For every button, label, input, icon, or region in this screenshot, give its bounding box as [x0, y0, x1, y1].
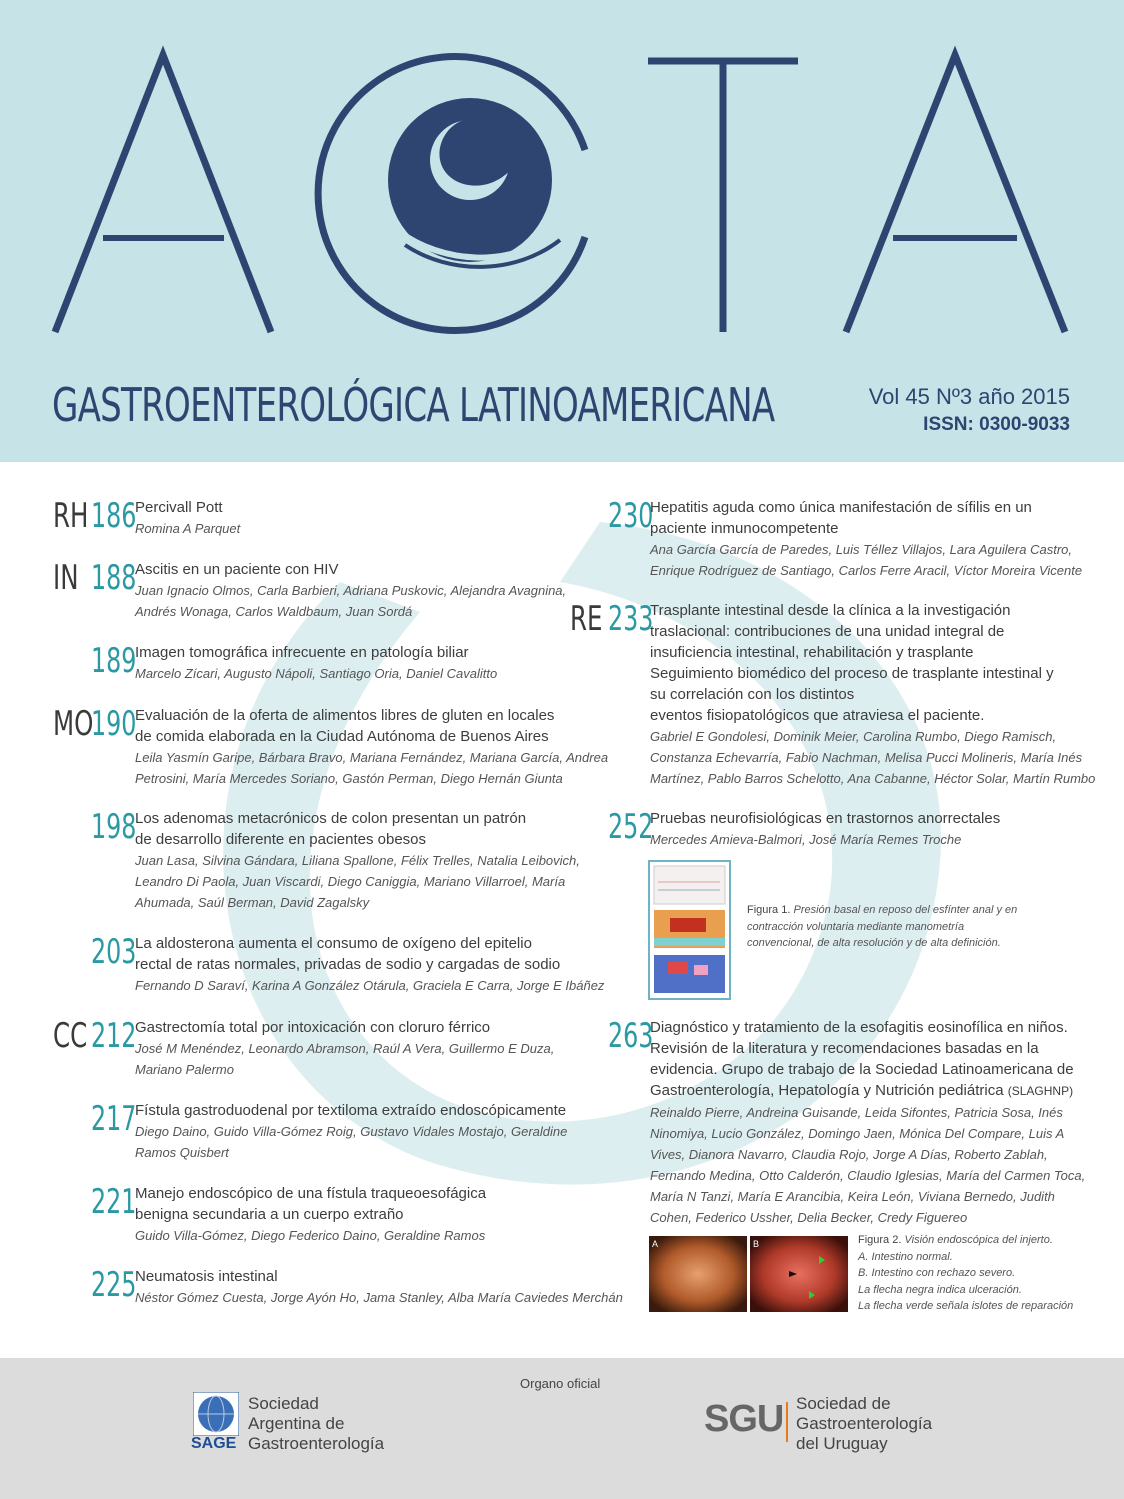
article-entry[interactable] [135, 933, 604, 996]
article-authors-line: Leandro Di Paola, Juan Viscardi, Diego Caniggia, Mariano Villarroel, María [135, 874, 566, 889]
section-code: MO [53, 704, 94, 744]
page-number[interactable]: 186 [91, 496, 137, 536]
article-entry[interactable] [650, 600, 1095, 789]
figure-2-panel-a: A [652, 1239, 659, 1249]
article-entry[interactable] [135, 705, 608, 789]
article-authors-line: Fernando Medina, Otto Calderón, Claudio Iglesias, María del Carmen Toca, [650, 1168, 1086, 1183]
figure-2-label: Figura 2. [858, 1234, 902, 1246]
article-title-line: Diagnóstico y tratamiento de la esofagitis eosinofílica en niños. [650, 1019, 1068, 1036]
article-entry[interactable] [135, 559, 566, 622]
article-authors-line: Vives, Dianora Navarro, Claudia Rojo, Jorge A Días, Roberto Zablah, [650, 1147, 1048, 1162]
sgu-name [796, 1394, 932, 1454]
article-title-line: benigna secundaria a un cuerpo extraño [135, 1206, 404, 1223]
article-title-line: Imagen tomográfica infrecuente en patología biliar [135, 644, 469, 661]
article-authors-line: Romina A Parquet [135, 521, 241, 536]
article-title-line: Fístula gastroduodenal por textiloma extraído endoscópicamente [135, 1102, 567, 1119]
article-authors-line: Fernando D Saraví, Karina A González Otárula, Graciela E Carra, Jorge E Ibáñez [135, 978, 605, 993]
sage-name-line: Sociedad [248, 1394, 319, 1413]
article-title-line: Percivall Pott [135, 499, 223, 516]
article-title-line: Gastroenterología, Hepatología y Nutrición pediátrica [650, 1082, 1004, 1099]
article-authors-line: Reinaldo Pierre, Andreina Guisande, Leida Sifontes, Patricia Sosa, Inés [650, 1105, 1063, 1120]
page-number[interactable]: 230 [608, 496, 654, 536]
sage-name [248, 1394, 384, 1454]
article-title-line: evidencia. Grupo de trabajo de la Sociedad Latinoamericana de [650, 1061, 1074, 1078]
article-authors-line: Mercedes Amieva-Balmori, José María Remes Troche [650, 832, 962, 847]
article-authors-line: Mariano Palermo [135, 1062, 234, 1077]
article-authors-line: María N Tanzi, María E Arancibia, Keira León, Viviana Bernedo, Judith [650, 1189, 1055, 1204]
article-title-line: Pruebas neurofisiológicas en trastornos anorrectales [650, 810, 1001, 827]
page-number[interactable]: 252 [608, 807, 654, 847]
sgu-name-line: Gastroenterología [796, 1414, 933, 1433]
article-authors-line: Andrés Wonaga, Carlos Waldbaum, Juan Sordá [135, 604, 413, 619]
article-authors-line: Ana García García de Paredes, Luis Téllez Villajos, Lara Aguilera Castro, [650, 542, 1072, 557]
page-number[interactable]: 217 [91, 1099, 137, 1139]
article-title-line: Trasplante intestinal desde la clínica a la investigación [650, 602, 1011, 619]
article-title-line: Hepatitis aguda como única manifestación de sífilis en un [650, 499, 1032, 516]
section-code: CC [53, 1016, 88, 1056]
article-title-line: Revisión de la literatura y recomendaciones basadas en la [650, 1040, 1039, 1057]
article-title-line: traslacional: contribuciones de una unidad integral de [650, 623, 1005, 640]
article-authors-line: Martínez, Pablo Barros Schelotto, Ana Cabanne, Héctor Solar, Martín Rumbo [650, 771, 1096, 786]
article-title-line: Los adenomas metacrónicos de colon presentan un patrón [135, 810, 527, 827]
section-code: RE [570, 599, 603, 639]
figure-2-image [649, 1236, 848, 1312]
article-title-line: insuficiencia intestinal, rehabilitación y trasplante [650, 644, 974, 661]
sgu-separator [786, 1402, 788, 1442]
article-title-line: Manejo endoscópico de una fístula traqueoesofágica [135, 1185, 487, 1202]
article-entry[interactable] [135, 497, 240, 539]
article-authors-line: Juan Ignacio Olmos, Carla Barbieri, Adriana Puskovic, Alejandra Avagnina, [135, 583, 567, 598]
article-title-line: de desarrollo diferente en pacientes obesos [135, 831, 427, 848]
article-title-line: La aldosterona aumenta el consumo de oxígeno del epitelio [135, 935, 532, 952]
article-authors-line: Néstor Gómez Cuesta, Jorge Ayón Ho, Jama Stanley, Alba María Caviedes Merchán [135, 1290, 623, 1305]
figure-1-caption [747, 902, 1017, 952]
article-entry[interactable] [650, 497, 1082, 581]
section-code: IN [53, 558, 79, 598]
article-authors-line: Guido Villa-Gómez, Diego Federico Daino, Geraldine Ramos [135, 1228, 486, 1243]
article-entry[interactable] [135, 808, 580, 913]
figure-1-caption-line: Presión basal en reposo del esfínter anal y en [793, 904, 1018, 916]
article-title-line: Gastrectomía total por intoxicación con cloruro férrico [135, 1019, 491, 1036]
article-title-line: rectal de ratas normales, privadas de sodio y cargadas de sodio [135, 956, 561, 973]
article-authors-line: José M Menéndez, Leonardo Abramson, Raúl A Vera, Guillermo E Duza, [135, 1041, 555, 1056]
article-title-line: Evaluación de la oferta de alimentos libres de gluten en locales [135, 707, 555, 724]
figure-2-caption-first: Visión endoscópica del injerto. [904, 1234, 1053, 1246]
article-authors-line: Juan Lasa, Silvina Gándara, Liliana Spallone, Félix Trelles, Natalia Leibovich, [135, 853, 580, 868]
article-title-line: su correlación con los distintos [650, 686, 855, 703]
article-authors-line: Marcelo Zícari, Augusto Nápoli, Santiago Oria, Daniel Cavalitto [135, 666, 498, 681]
figure-1-image [648, 860, 731, 1000]
sage-globe-icon [193, 1392, 239, 1436]
volume-info: Vol 45 Nº3 año 2015 [868, 384, 1070, 409]
figure-2-caption-line: A. Intestino normal. [858, 1250, 953, 1263]
figure-1-caption-line: convencional, de alta resolución y de alta definición. [747, 937, 1001, 949]
article-authors-line: Petrosini, María Mercedes Soriano, Gastón Perman, Diego Hernán Giunta [135, 771, 563, 786]
page-number[interactable]: 221 [91, 1182, 137, 1222]
article-entry[interactable] [135, 1017, 554, 1080]
organo-oficial: Organo oficial [520, 1376, 601, 1391]
page-number[interactable]: 188 [91, 558, 137, 598]
article-entry[interactable] [135, 1266, 623, 1308]
sage-abbr: SAGE [191, 1435, 237, 1452]
figure-2-caption-line: La flecha negra indica ulceración. [858, 1283, 1022, 1296]
article-authors-line: Diego Daino, Guido Villa-Gómez Roig, Gustavo Vidales Mostajo, Geraldine [135, 1124, 568, 1139]
article-authors-line: Ahumada, Saúl Berman, David Zagalsky [135, 895, 370, 910]
article-entry[interactable] [135, 642, 497, 684]
article-title-line: de comida elaborada en la Ciudad Autónoma de Buenos Aires [135, 728, 549, 745]
figure-2-caption-line: La flecha verde señala islotes de reparación [858, 1300, 1074, 1312]
stomach-icon [388, 98, 560, 267]
article-authors-line: Cohen, Federico Ussher, Delia Becker, Credy Figuereo [650, 1210, 968, 1225]
article-title-line: paciente inmunocompetente [650, 520, 839, 537]
article-authors-line: Constanza Echevarría, Fabio Nachman, Melisa Pucci Molineris, María Inés [650, 750, 1083, 765]
page-number[interactable]: 212 [91, 1016, 137, 1056]
page-number[interactable]: 225 [91, 1265, 137, 1305]
figure-2-panel-b: B [753, 1239, 760, 1249]
article-entry[interactable] [135, 1183, 486, 1246]
sage-name-line: Argentina de [248, 1414, 345, 1433]
article-title-suffix: (SLAGHNP) [1007, 1084, 1074, 1098]
sgu-abbr: SGU [704, 1398, 784, 1440]
figure-2-caption [858, 1232, 1073, 1315]
article-entry[interactable] [650, 1017, 1085, 1228]
page-number[interactable]: 233 [608, 599, 654, 639]
figure-1-label: Figura 1. [747, 904, 791, 916]
article-entry[interactable] [650, 808, 1000, 850]
article-title-line: eventos fisiopatológicos que atraviesa el paciente. [650, 707, 985, 724]
article-title-line: Neumatosis intestinal [135, 1268, 278, 1285]
page-number[interactable]: 198 [91, 807, 137, 847]
cover-header [0, 0, 1124, 462]
article-authors-line: Ramos Quisbert [135, 1145, 229, 1160]
article-authors-line: Leila Yasmín Garipe, Bárbara Bravo, Mariana Fernández, Mariana García, Andrea [135, 750, 609, 765]
article-title-line: Seguimiento biomédico del proceso de trasplante intestinal y [650, 665, 1054, 682]
article-authors-line: Ninomiya, Lucio González, Domingo Jaen, Mónica Del Compare, Luis A [650, 1126, 1065, 1141]
article-title-line: Ascitis en un paciente con HIV [135, 561, 339, 578]
figure-2-caption-line: B. Intestino con rechazo severo. [858, 1267, 1016, 1279]
section-code: RH [53, 496, 89, 536]
journal-subtitle: GASTROENTEROLÓGICA LATINOAMERICANA [52, 378, 775, 432]
page-number[interactable]: 190 [91, 704, 137, 744]
sage-name-line: Gastroenterología [248, 1434, 385, 1453]
article-entry[interactable] [135, 1100, 567, 1163]
article-authors-line: Gabriel E Gondolesi, Dominik Meier, Carolina Rumbo, Diego Ramisch, [650, 729, 1057, 744]
page-number[interactable]: 263 [608, 1016, 654, 1056]
article-authors-line: Enrique Rodríguez de Santiago, Carlos Ferre Aracil, Víctor Moreira Vicente [650, 563, 1083, 578]
page-number[interactable]: 203 [91, 932, 137, 972]
issn: ISSN: 0300-9033 [923, 414, 1070, 435]
sgu-name-line: del Uruguay [796, 1434, 888, 1453]
figure-1-caption-line: contracción voluntaria mediante manometría [747, 920, 965, 933]
sgu-name-line: Sociedad de [796, 1394, 891, 1413]
page-number[interactable]: 189 [91, 641, 137, 681]
